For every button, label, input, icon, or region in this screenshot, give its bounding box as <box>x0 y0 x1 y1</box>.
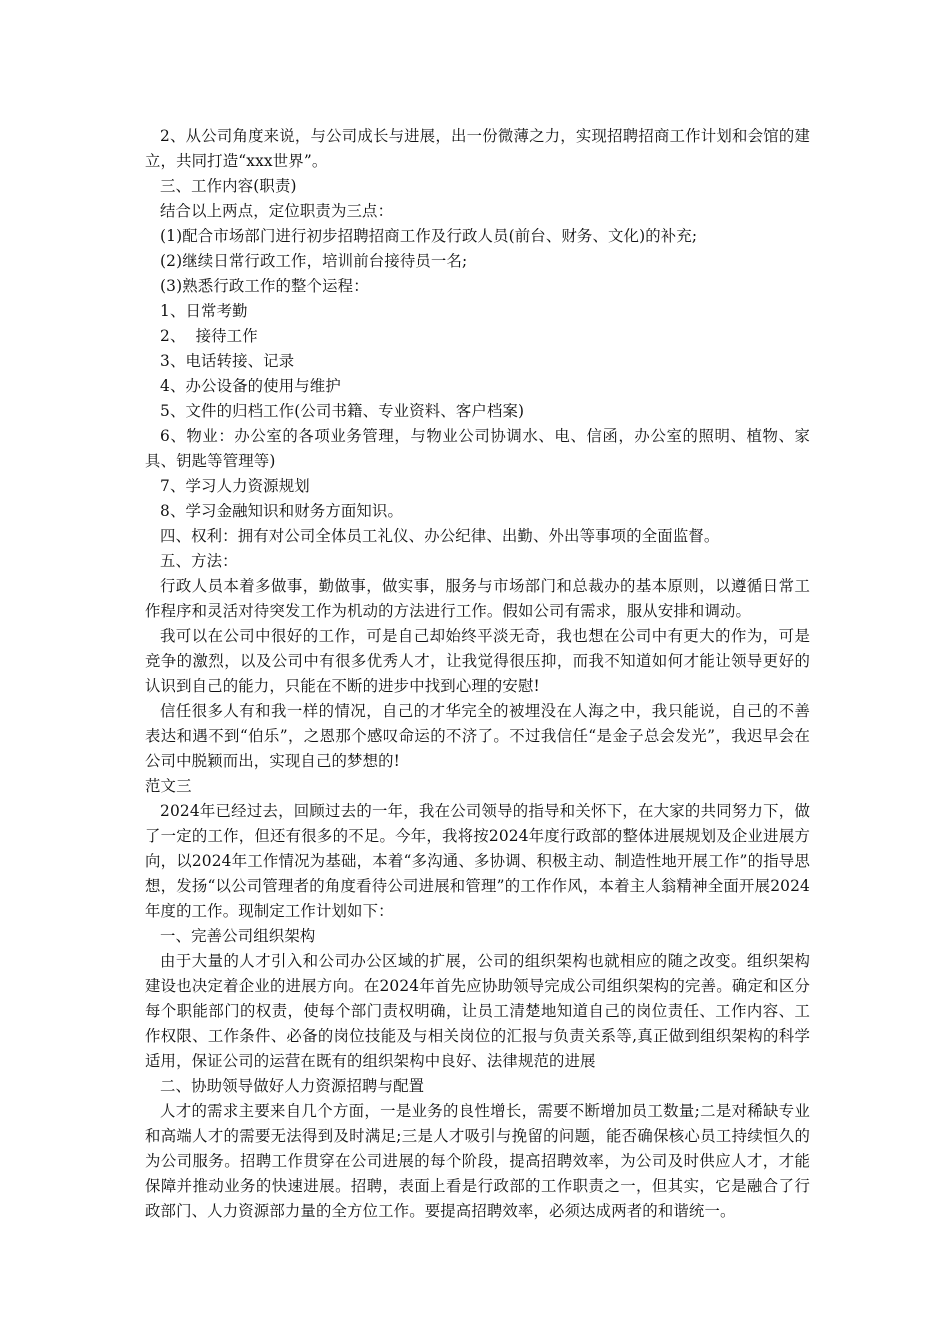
document-body <box>145 124 810 1224</box>
section-title-sample-three: 范文三 <box>145 777 192 795</box>
list-item-duty-1: (1)配合市场部门进行初步招聘招商工作及行政人员(前台、财务、文化)的补充; <box>160 227 698 245</box>
list-item-property: 6、物业：办公室的各项业务管理，与物业公司协调水、电、信函，办公室的照明、植物、家具、钥匙等管理等) <box>145 427 810 470</box>
list-item-finance: 8、学习金融知识和财务方面知识。 <box>160 502 404 520</box>
list-item-office-equipment: 4、办公设备的使用与维护 <box>160 377 341 395</box>
list-item-phone: 3、电话转接、记录 <box>160 352 295 370</box>
list-item-duty-3: (3)熟悉行政工作的整个运程： <box>160 277 369 295</box>
list-item-hr-planning: 7、学习人力资源规划 <box>160 477 310 495</box>
heading-recruitment: 二、协助领导做好人力资源招聘与配置 <box>160 1077 425 1095</box>
paragraph-recruitment: 人才的需求主要来自几个方面，一是业务的良性增长，需要不断增加员工数量;二是对稀缺专业和高端人才的需要无法得到及时满足;三是人才吸引与挽留的问题，能否确保核心员工持续恒久的为公司服务。招聘工作贯穿在公司进展的每个阶段，提高招聘效率，为公司及时供应人才，才能保障并推动业务的快速进展。招聘，表面上看是行政部的工作职责之一，但其实，它是融合了行政部门、人力资源部力量的全方位工作。要提高招聘效率，必须达成两者的和谐统一。 <box>145 1102 810 1220</box>
paragraph-company-perspective: 2、从公司角度来说，与公司成长与进展，出一份微薄之力，实现招聘招商工作计划和会馆的建立，共同打造“xxx世界”。 <box>145 127 810 170</box>
list-item-reception: 2、 接待工作 <box>160 327 258 345</box>
paragraph-org-structure: 由于大量的人才引入和公司办公区域的扩展，公司的组织架构也就相应的随之改变。组织架构建设也决定着企业的进展方向。在2024年首先应协助领导完成公司组织架构的完善。确定和区分每个职能部门的权责，使每个部门责权明确，让员工清楚地知道自己的岗位责任、工作内容、工作权限、工作条件、必备的岗位技能及与相关岗位的汇报与负责关系等,真正做到组织架构的科学适用，保证公司的运营在既有的组织架构中良好、法律规范的进展 <box>145 952 810 1070</box>
list-item-attendance: 1、日常考勤 <box>160 302 248 320</box>
paragraph-methods: 行政人员本着多做事，勤做事，做实事，服务与市场部门和总裁办的基本原则，以遵循日常工作程序和灵活对待突发工作为机动的方法进行工作。假如公司有需求，服从安排和调动。 <box>145 577 810 620</box>
heading-methods: 五、方法： <box>160 552 238 570</box>
list-item-duty-2: (2)继续日常行政工作，培训前台接待员一名; <box>160 252 468 270</box>
heading-org-structure: 一、完善公司组织架构 <box>160 927 316 945</box>
heading-work-content: 三、工作内容(职责) <box>160 177 297 195</box>
list-item-filing: 5、文件的归档工作(公司书籍、专业资料、客户档案) <box>160 402 525 420</box>
paragraph-trust: 信任很多人有和我一样的情况，自己的才华完全的被埋没在人海之中，我只能说，自己的不善表达和遇不到“伯乐”，之恩那个感叹命运的不济了。不过我信任“是金子总会发光”，我迟早会在公司中脱颖而出，实现自己的梦想的! <box>145 702 810 770</box>
paragraph-personal-reflection: 我可以在公司中很好的工作，可是自己却始终平淡无奇，我也想在公司中有更大的作为，可是竞争的激烈，以及公司中有很多优秀人才，让我觉得很压抑，而我不知道如何才能让领导更好的认识到自己的能力，只能在不断的进步中找到心理的安慰! <box>145 627 810 695</box>
paragraph-year-review: 2024年已经过去，回顾过去的一年，我在公司领导的指导和关怀下，在大家的共同努力下，做了一定的工作，但还有很多的不足。今年，我将按2024年度行政部的整体进展规划及企业进展方向，以2024年工作情况为基础，本着“多沟通、多协调、积极主动、制造性地开展工作”的指导思想，发扬“以公司管理者的角度看待公司进展和管理”的工作作风，本着主人翁精神全面开展2024年度的工作。现制定工作计划如下： <box>145 802 810 920</box>
heading-rights: 四、权利：拥有对公司全体员工礼仪、办公纪律、出勤、外出等事项的全面监督。 <box>160 527 720 545</box>
paragraph-three-duties: 结合以上两点，定位职责为三点： <box>160 202 394 220</box>
